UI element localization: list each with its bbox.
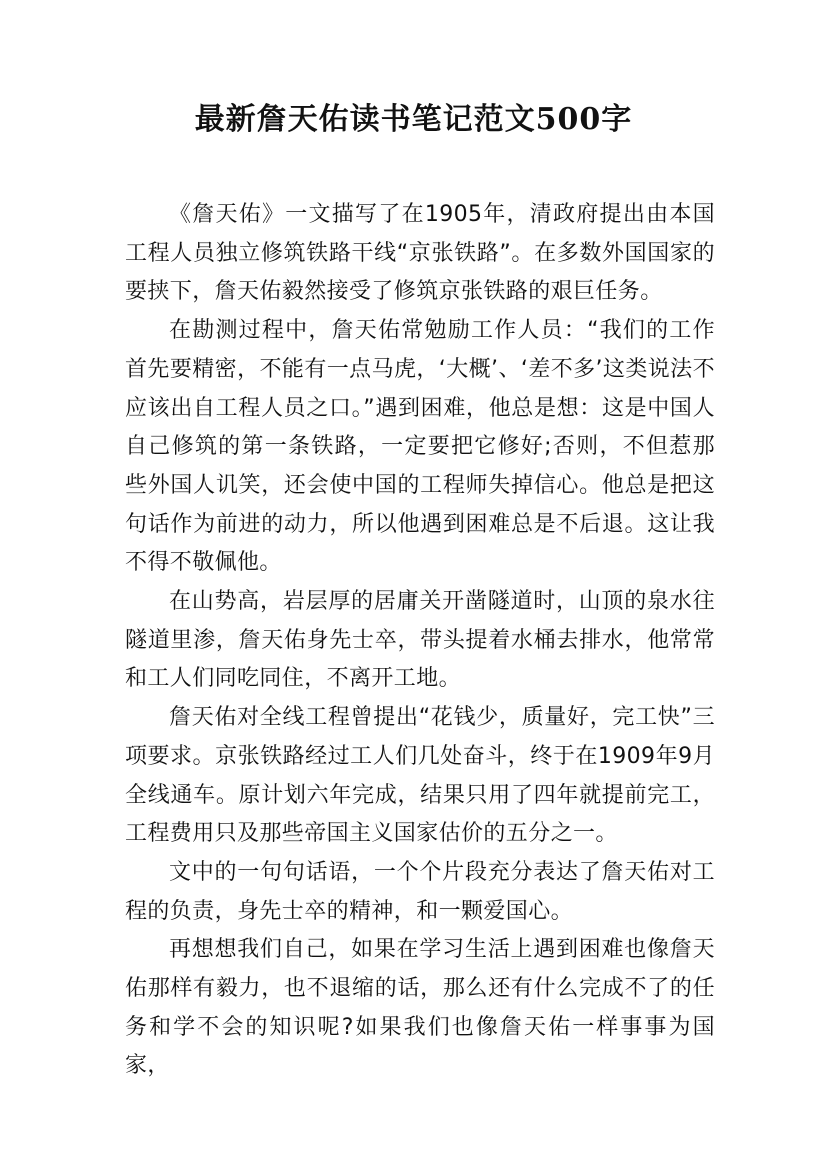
paragraph-1: 《詹天佑》一文描写了在1905年，清政府提出由本国工程人员独立修筑铁路干线“京张铁路”。在多数外国国家的要挟下，詹天佑毅然接受了修筑京张铁路的艰巨任务。 xyxy=(125,202,715,305)
paragraph-5: 文中的一句句话语，一个个片段充分表达了詹天佑对工程的负责，身先士卒的精神，和一颗爱国心。 xyxy=(125,859,715,924)
document-body xyxy=(125,196,715,1086)
paragraph-3: 在山势高，岩层厚的居庸关开凿隧道时，山顶的泉水往隧道里渗，詹天佑身先士卒，带头提着水桶去排水，他常常和工人们同吃同住，不离开工地。 xyxy=(125,589,715,692)
paragraph-6: 再想想我们自己，如果在学习生活上遇到困难也像詹天佑那样有毅力，也不退缩的话，那么还有什么完成不了的任务和学不会的知识呢?如果我们也像詹天佑一样事事为国家， xyxy=(125,937,715,1079)
paragraph-4: 詹天佑对全线工程曾提出“花钱少，质量好，完工快”三项要求。京张铁路经过工人们几处奋斗，终于在1909年9月全线通车。原计划六年完成，结果只用了四年就提前完工，工程费用只及那些帝国主义国家估价的五分之一。 xyxy=(125,705,715,847)
paragraph-2: 在勘测过程中，詹天佑常勉励工作人员：“我们的工作首先要精密，不能有一点马虎，‘大概’、‘差不多’这类说法不应该出自工程人员之口。”遇到困难，他总是想：这是中国人自己修筑的第一条铁路，一定要把它修好;否则，不但惹那些外国人讥笑，还会使中国的工程师失掉信心。他总是把这句话作为前进的动力，所以他遇到困难总是不后退。这让我不得不敬佩他。 xyxy=(125,318,715,576)
document-title: 最新詹天佑读书笔记范文500字 xyxy=(194,102,633,137)
